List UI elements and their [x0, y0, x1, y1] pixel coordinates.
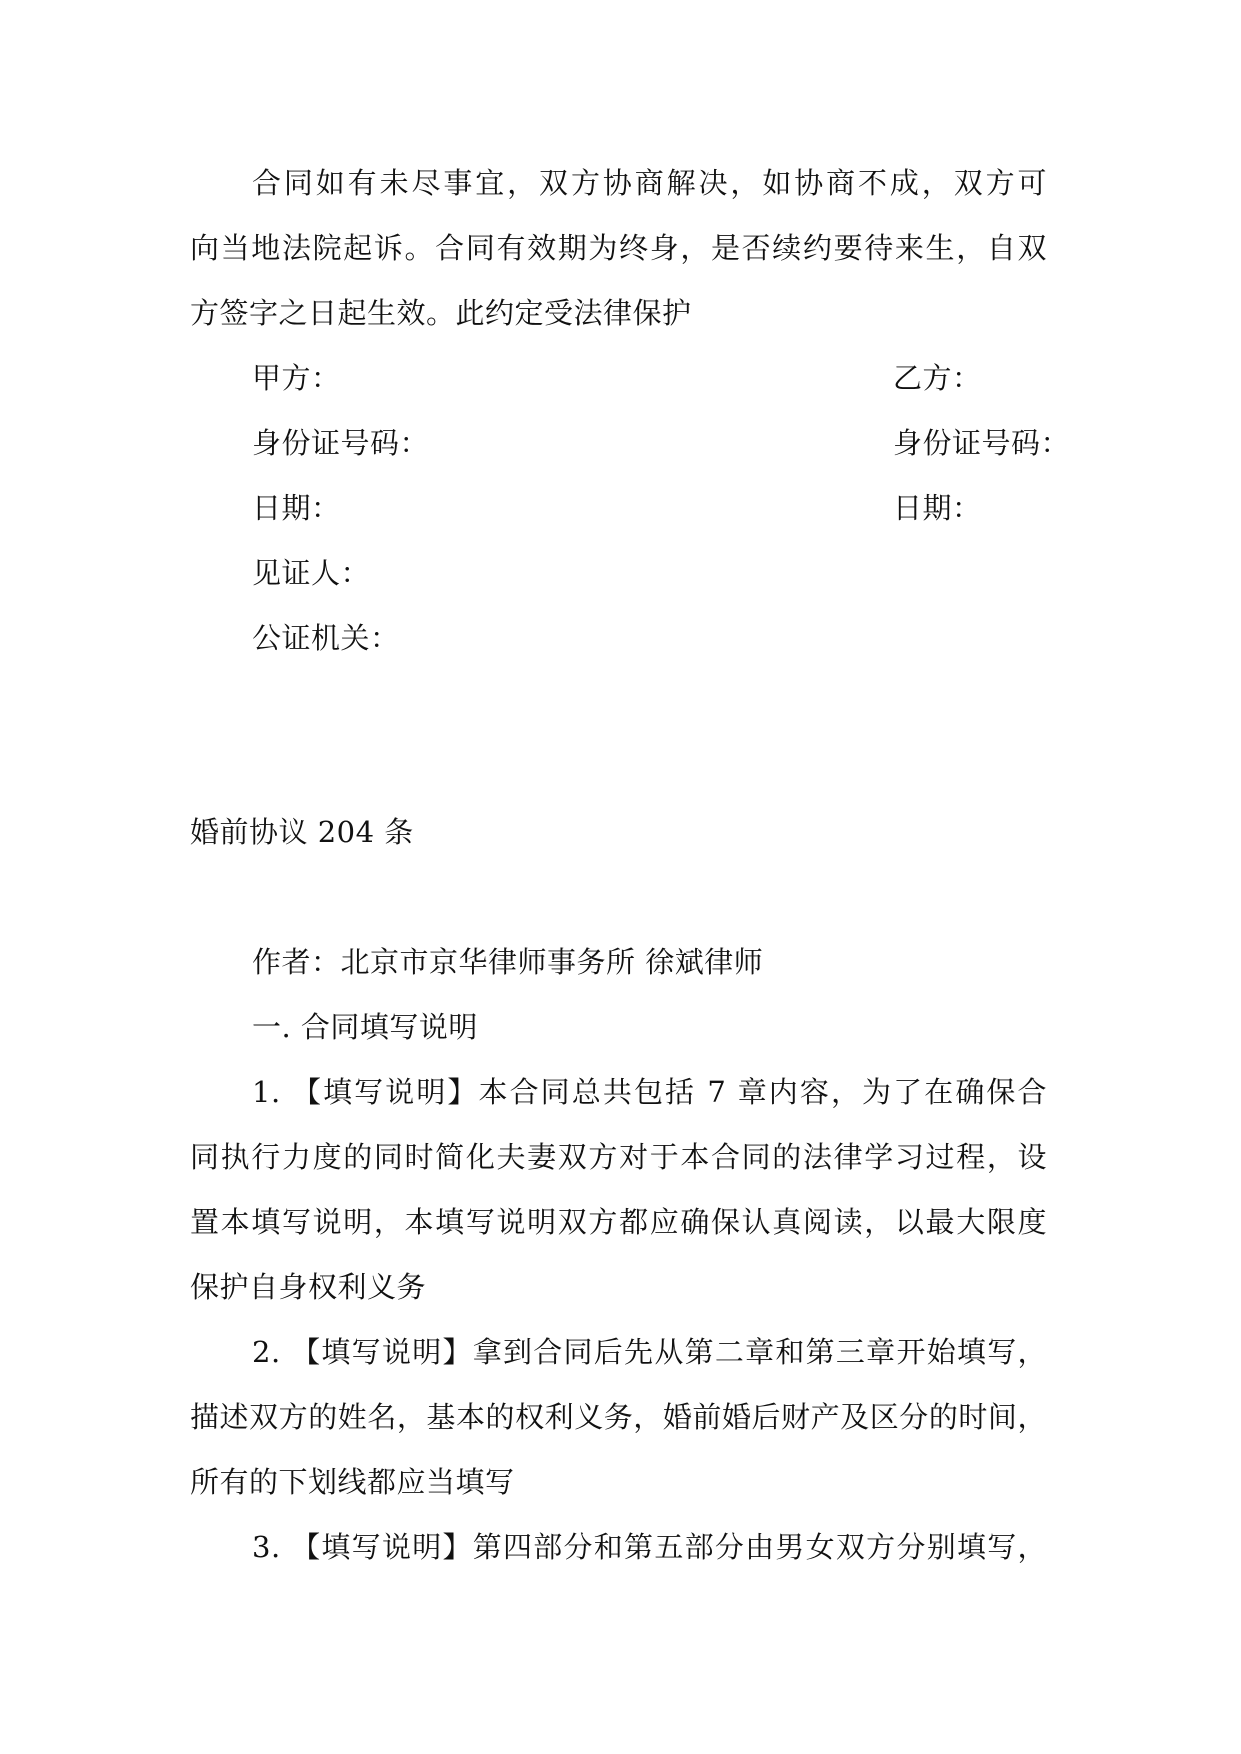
item-2-line-3: 所有的下划线都应当填写 [190, 1465, 515, 1499]
party-a-label: 甲方： [252, 361, 341, 395]
closing-paragraph-line-3: 方签字之日起生效。此约定受法律保护 [190, 296, 692, 330]
item-3-line-1: 3. 【填写说明】第四部分和第五部分由男女双方分别填写， [252, 1530, 1047, 1564]
author-line: 作者：北京市京华律师事务所 徐斌律师 [252, 945, 764, 979]
witness-label: 见证人： [252, 556, 371, 590]
item-1-line-1: 1. 【填写说明】本合同总共包括 7 章内容，为了在确保合 [252, 1075, 1047, 1109]
closing-paragraph-line-1: 合同如有未尽事宜，双方协商解决，如协商不成，双方可 [252, 166, 1047, 200]
item-1-line-3: 置本填写说明，本填写说明双方都应确保认真阅读，以最大限度 [190, 1205, 1047, 1239]
item-1-line-2: 同执行力度的同时简化夫妻双方对于本合同的法律学习过程，设 [190, 1140, 1047, 1174]
section-heading: 一. 合同填写说明 [252, 1010, 478, 1044]
closing-paragraph-line-2: 向当地法院起诉。合同有效期为终身，是否续约要待来生，自双 [190, 231, 1047, 265]
notary-label: 公证机关： [252, 621, 400, 655]
party-b-date-label: 日期： [893, 491, 982, 525]
item-2-line-1: 2. 【填写说明】拿到合同后先从第二章和第三章开始填写， [252, 1335, 1047, 1369]
item-2-line-2: 描述双方的姓名，基本的权利义务，婚前婚后财产及区分的时间， [190, 1400, 1047, 1434]
party-a-date-label: 日期： [252, 491, 341, 525]
item-1-line-4: 保护自身权利义务 [190, 1270, 427, 1304]
party-b-label: 乙方： [893, 361, 982, 395]
party-a-id-label: 身份证号码： [252, 426, 430, 460]
party-b-id-label: 身份证号码： [893, 426, 1071, 460]
document-title: 婚前协议 204 条 [190, 815, 414, 849]
